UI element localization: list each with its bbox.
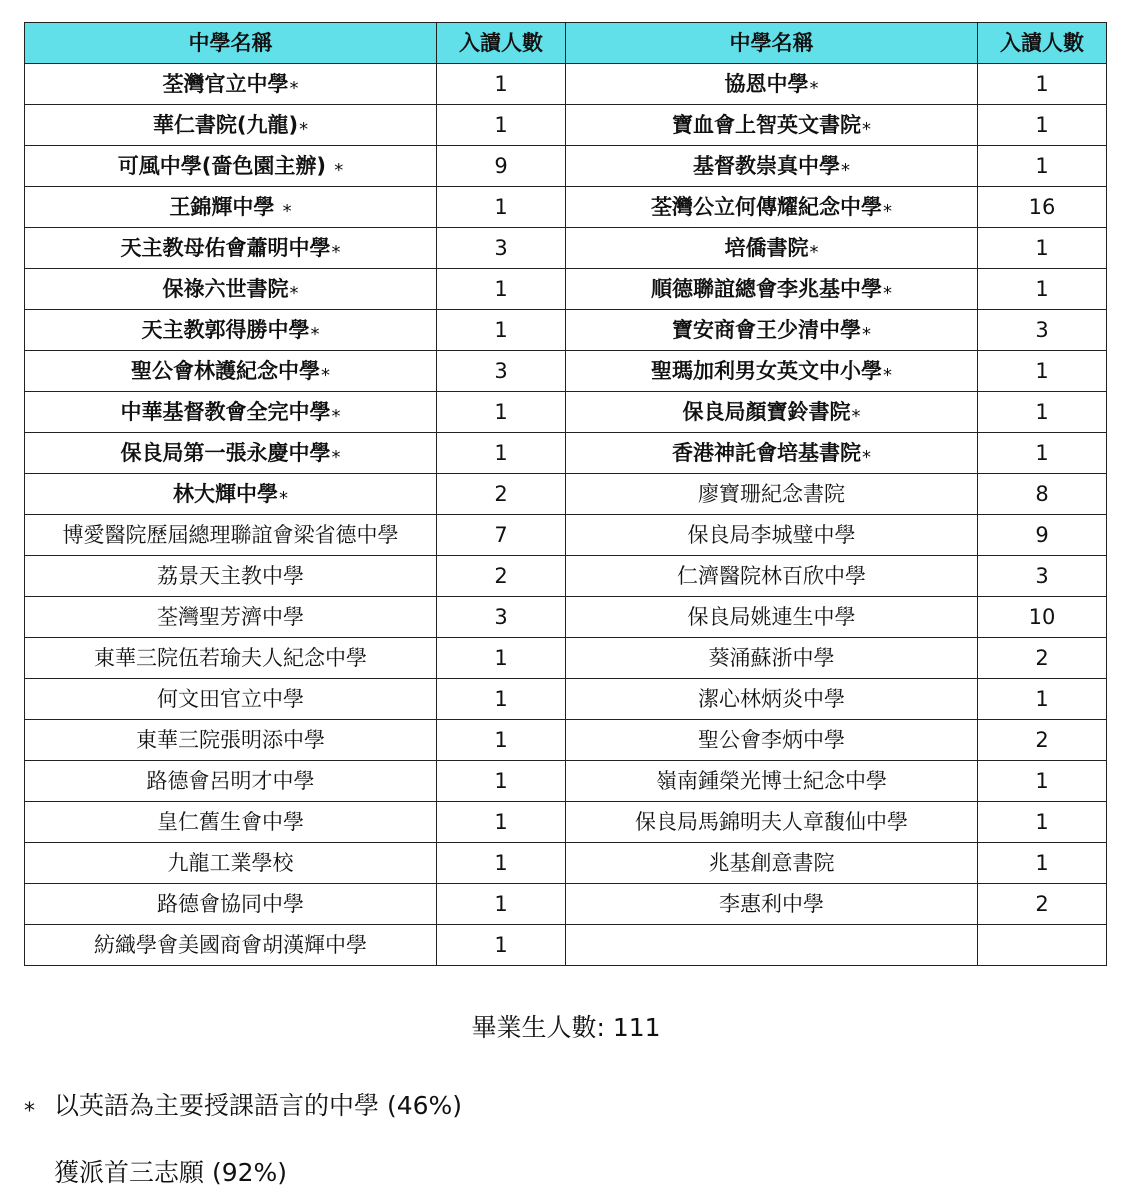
- student-count-cell: 16: [978, 187, 1107, 228]
- school-name-cell: [25, 556, 437, 597]
- school-name-cell: [566, 228, 978, 269]
- student-count-cell: 2: [437, 556, 566, 597]
- school-name: 仁濟醫院林百欣中學: [677, 563, 866, 588]
- table-header-row: [25, 23, 1107, 64]
- table-row: [25, 392, 1107, 433]
- school-name-cell: [25, 433, 437, 474]
- student-count-cell: 1: [437, 269, 566, 310]
- table-row: [25, 720, 1107, 761]
- student-count-cell: [978, 925, 1107, 966]
- footnote-star-marker: *: [24, 1099, 35, 1124]
- school-name: 潔心林炳炎中學: [698, 686, 845, 711]
- emi-star-marker: *: [883, 364, 892, 386]
- student-count-cell: 1: [437, 433, 566, 474]
- student-count-cell: 9: [978, 515, 1107, 556]
- table-body: [25, 64, 1107, 966]
- school-name-cell: [566, 433, 978, 474]
- table-row: [25, 310, 1107, 351]
- student-count-cell: 3: [978, 556, 1107, 597]
- school-name-cell: [25, 228, 437, 269]
- school-name: 寶安商會王少清中學: [672, 317, 861, 342]
- school-name-cell: [25, 843, 437, 884]
- school-name: 廖寶珊紀念書院: [698, 481, 845, 506]
- student-count-cell: 1: [978, 761, 1107, 802]
- school-name: 葵涌蘇浙中學: [708, 645, 835, 670]
- student-count-cell: 2: [978, 720, 1107, 761]
- school-name: 荃灣官立中學: [162, 71, 289, 96]
- school-name-cell: [566, 310, 978, 351]
- first-three-choices-rate: 獲派首三志願 (92%): [54, 1158, 288, 1187]
- table-row: [25, 269, 1107, 310]
- emi-star-marker: *: [334, 159, 344, 181]
- emi-star-marker: *: [883, 200, 892, 222]
- school-name: 東華三院張明添中學: [136, 727, 325, 752]
- student-count-cell: 1: [978, 228, 1107, 269]
- school-name-cell: [25, 761, 437, 802]
- school-name: 兆基創意書院: [708, 850, 835, 875]
- emi-star-marker: *: [279, 487, 288, 509]
- school-name: 荃灣公立何傳耀紀念中學: [651, 194, 882, 219]
- school-name-cell: [566, 146, 978, 187]
- table-row: [25, 64, 1107, 105]
- school-name-cell: [25, 925, 437, 966]
- school-name: 中華基督教會全完中學: [120, 399, 331, 424]
- table-row: [25, 884, 1107, 925]
- school-name-cell: [566, 679, 978, 720]
- school-name: 紡織學會美國商會胡漢輝中學: [94, 932, 367, 957]
- school-name: 聖公會李炳中學: [698, 727, 845, 752]
- school-name: 保良局顏寶鈴書院: [682, 399, 851, 424]
- footnote-text: 以英語為主要授課語言的中學 (46%): [54, 1091, 463, 1120]
- student-count-cell: 1: [437, 64, 566, 105]
- student-count-cell: 3: [437, 597, 566, 638]
- table-row: [25, 843, 1107, 884]
- student-count-cell: 1: [978, 802, 1107, 843]
- school-name: 保良局第一張永慶中學: [120, 440, 331, 465]
- student-count-cell: 3: [437, 351, 566, 392]
- student-count-cell: 1: [437, 843, 566, 884]
- school-name-cell: [566, 843, 978, 884]
- student-count-cell: 1: [437, 638, 566, 679]
- school-name-cell: [25, 474, 437, 515]
- school-name-cell: [25, 597, 437, 638]
- student-count-cell: 1: [437, 679, 566, 720]
- student-count-cell: 1: [437, 720, 566, 761]
- header-count-right: 入讀人數: [978, 23, 1107, 64]
- emi-star-marker: *: [299, 118, 309, 140]
- school-name-cell: [25, 515, 437, 556]
- emi-star-marker: *: [321, 364, 330, 386]
- school-name-cell: [566, 474, 978, 515]
- school-name-cell: [566, 105, 978, 146]
- school-name: 東華三院伍若瑜夫人紀念中學: [94, 645, 367, 670]
- school-name: 九龍工業學校: [167, 850, 294, 875]
- student-count-cell: 7: [437, 515, 566, 556]
- student-count-cell: 1: [978, 64, 1107, 105]
- school-name-cell: [25, 64, 437, 105]
- graduates-count: 畢業生人數: 111: [471, 1013, 661, 1042]
- table-row: [25, 679, 1107, 720]
- emi-star-marker: *: [862, 118, 871, 140]
- school-name: 博愛醫院歷屆總理聯誼會梁省德中學: [62, 522, 399, 547]
- school-name-cell: [566, 884, 978, 925]
- school-name-cell: [566, 597, 978, 638]
- student-count-cell: 1: [978, 843, 1107, 884]
- school-name-cell: [566, 556, 978, 597]
- table-row: [25, 925, 1107, 966]
- school-name-cell: [25, 720, 437, 761]
- school-name-cell: [25, 351, 437, 392]
- school-name-cell: [566, 638, 978, 679]
- school-name: 王錦輝中學: [169, 194, 282, 219]
- student-count-cell: 1: [437, 884, 566, 925]
- school-name: 基督教崇真中學: [693, 153, 840, 178]
- table-row: [25, 228, 1107, 269]
- student-count-cell: 1: [978, 351, 1107, 392]
- school-name: 可風中學(嗇色園主辦): [117, 153, 334, 178]
- school-name: 保良局李城璧中學: [687, 522, 856, 547]
- school-name: 寶血會上智英文書院: [672, 112, 861, 137]
- school-name: 荃灣聖芳濟中學: [157, 604, 304, 629]
- school-name-cell: [566, 392, 978, 433]
- school-name: 天主教母佑會蕭明中學: [120, 235, 331, 260]
- school-name-cell: [566, 761, 978, 802]
- school-name-cell: [566, 64, 978, 105]
- school-name: 順德聯誼總會李兆基中學: [651, 276, 882, 301]
- student-count-cell: 9: [437, 146, 566, 187]
- emi-star-marker: *: [841, 159, 850, 181]
- student-count-cell: 1: [437, 105, 566, 146]
- school-name: 路德會協同中學: [157, 891, 304, 916]
- student-count-cell: 1: [978, 433, 1107, 474]
- school-name-cell: [25, 638, 437, 679]
- emi-star-marker: *: [809, 241, 819, 263]
- student-count-cell: 1: [437, 310, 566, 351]
- student-count-cell: 1: [978, 679, 1107, 720]
- student-count-cell: 1: [978, 105, 1107, 146]
- student-count-cell: 3: [437, 228, 566, 269]
- school-name: 天主教郭得勝中學: [141, 317, 310, 342]
- school-name-cell: [25, 105, 437, 146]
- emi-star-marker: *: [862, 323, 871, 345]
- table-row: [25, 433, 1107, 474]
- student-count-cell: 1: [437, 802, 566, 843]
- header-school-name-left: 中學名稱: [25, 23, 437, 64]
- school-name: 林大輝中學: [173, 481, 278, 506]
- student-count-cell: 2: [437, 474, 566, 515]
- school-name: 李惠利中學: [719, 891, 824, 916]
- header-count-left: 入讀人數: [437, 23, 566, 64]
- school-name: 嶺南鍾榮光博士紀念中學: [656, 768, 887, 793]
- school-name-cell: [566, 925, 978, 966]
- school-name: 聖公會林護紀念中學: [131, 358, 320, 383]
- emi-star-marker: *: [289, 282, 299, 304]
- emi-star-marker: *: [310, 323, 320, 345]
- school-name-cell: [25, 884, 437, 925]
- school-name: 何文田官立中學: [157, 686, 304, 711]
- school-name-cell: [25, 187, 437, 228]
- school-name: 保祿六世書院: [162, 276, 289, 301]
- emi-star-marker: *: [862, 446, 871, 468]
- student-count-cell: 10: [978, 597, 1107, 638]
- school-name-cell: [25, 392, 437, 433]
- school-name: 荔景天主教中學: [157, 563, 304, 588]
- student-count-cell: 1: [437, 187, 566, 228]
- student-count-cell: 1: [978, 269, 1107, 310]
- emi-star-marker: *: [331, 241, 341, 263]
- school-name: 聖瑪加利男女英文中小學: [651, 358, 882, 383]
- table-row: [25, 761, 1107, 802]
- table-row: [25, 351, 1107, 392]
- table-row: [25, 802, 1107, 843]
- table-row: [25, 556, 1107, 597]
- emi-star-marker: *: [289, 77, 299, 99]
- school-name-cell: [25, 802, 437, 843]
- table-row: [25, 597, 1107, 638]
- school-name: 培僑書院: [724, 235, 809, 260]
- school-name: 保良局姚連生中學: [687, 604, 856, 629]
- school-name: 保良局馬錦明夫人章馥仙中學: [635, 809, 908, 834]
- student-count-cell: 1: [437, 761, 566, 802]
- emi-star-marker: *: [331, 405, 341, 427]
- emi-star-marker: *: [282, 200, 292, 222]
- school-name-cell: [25, 146, 437, 187]
- school-name-cell: [566, 802, 978, 843]
- student-count-cell: 1: [978, 392, 1107, 433]
- emi-star-marker: *: [883, 282, 892, 304]
- school-allocation-table: [24, 22, 1107, 966]
- school-name: 路德會呂明才中學: [146, 768, 315, 793]
- school-name-cell: [566, 351, 978, 392]
- student-count-cell: 8: [978, 474, 1107, 515]
- school-name-cell: [566, 269, 978, 310]
- table-row: [25, 146, 1107, 187]
- student-count-cell: 1: [978, 146, 1107, 187]
- school-name-cell: [25, 679, 437, 720]
- school-name: 皇仁舊生會中學: [157, 809, 304, 834]
- student-count-cell: 1: [437, 925, 566, 966]
- table-row: [25, 105, 1107, 146]
- table-row: [25, 474, 1107, 515]
- school-name-cell: [566, 187, 978, 228]
- emi-star-marker: *: [851, 405, 861, 427]
- header-school-name-right: 中學名稱: [566, 23, 978, 64]
- school-name-cell: [25, 310, 437, 351]
- emi-footnote: [24, 1086, 462, 1122]
- student-count-cell: 2: [978, 638, 1107, 679]
- student-count-cell: 1: [437, 392, 566, 433]
- school-name: 香港神託會培基書院: [672, 440, 861, 465]
- table-row: [25, 187, 1107, 228]
- table-row: [25, 638, 1107, 679]
- school-name: 協恩中學: [724, 71, 809, 96]
- table-row: [25, 515, 1107, 556]
- school-name-cell: [25, 269, 437, 310]
- school-name: 華仁書院(九龍): [152, 112, 299, 137]
- school-name-cell: [566, 720, 978, 761]
- emi-star-marker: *: [331, 446, 341, 468]
- student-count-cell: 2: [978, 884, 1107, 925]
- emi-star-marker: *: [809, 77, 819, 99]
- student-count-cell: 3: [978, 310, 1107, 351]
- school-name-cell: [566, 515, 978, 556]
